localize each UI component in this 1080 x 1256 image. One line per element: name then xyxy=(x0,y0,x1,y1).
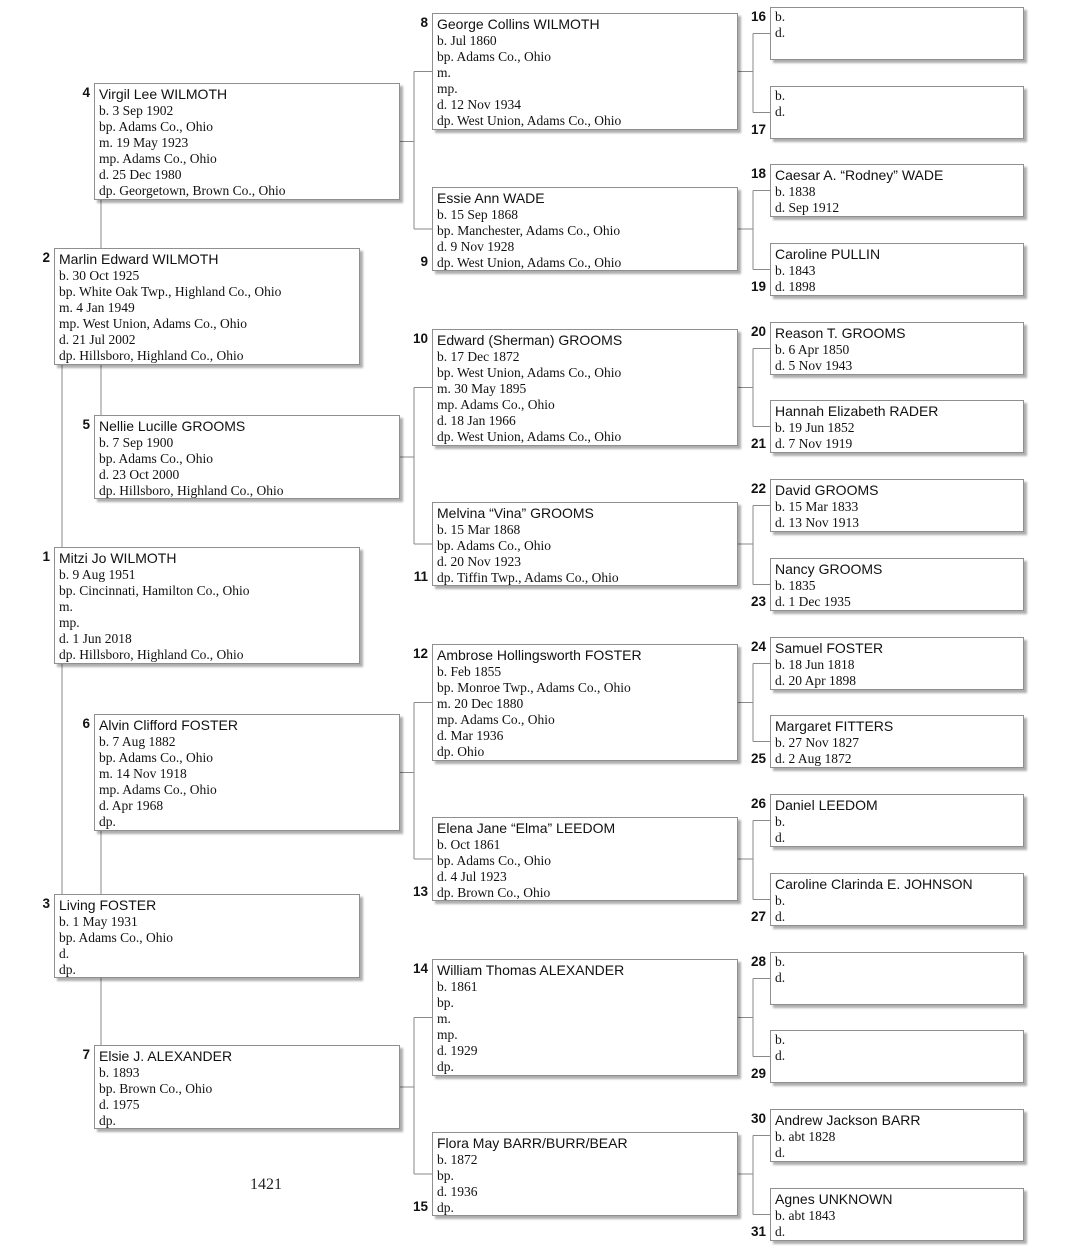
person-name: Reason T. GROOMS xyxy=(775,325,906,341)
person-box-26 xyxy=(770,794,1024,847)
person-number-26: 26 xyxy=(750,796,766,811)
person-detail-line: m. 4 Jan 1949 xyxy=(59,300,135,315)
person-detail-line: bp. xyxy=(437,1168,454,1183)
person-name: William Thomas ALEXANDER xyxy=(437,962,625,978)
person-detail-line: d. xyxy=(775,1224,786,1239)
person-detail-line: d. 20 Nov 1923 xyxy=(437,554,521,569)
person-detail-line: b. Feb 1855 xyxy=(437,664,502,679)
person-number-31: 31 xyxy=(750,1224,766,1239)
person-detail-line: mp. xyxy=(59,615,80,630)
person-detail-line: dp. Hillsboro, Highland Co., Ohio xyxy=(59,348,244,363)
person-detail-line: d. 1975 xyxy=(99,1097,140,1112)
person-detail-line: d. xyxy=(775,909,786,924)
person-detail-line: bp. Monroe Twp., Adams Co., Ohio xyxy=(437,680,631,695)
person-detail-line: b. 1835 xyxy=(775,578,816,593)
person-detail-line: d. xyxy=(775,1048,786,1063)
person-box-25 xyxy=(770,715,1024,768)
person-box-17 xyxy=(770,86,1024,139)
person-box-21 xyxy=(770,400,1024,453)
person-box-5 xyxy=(94,415,400,499)
person-detail-line: b. abt 1828 xyxy=(775,1129,836,1144)
person-box-9 xyxy=(432,187,738,271)
person-name: Nellie Lucille GROOMS xyxy=(99,418,246,434)
person-detail-line: bp. White Oak Twp., Highland Co., Ohio xyxy=(59,284,282,299)
person-detail-line: mp. Adams Co., Ohio xyxy=(437,712,555,727)
person-detail-line: m. 30 May 1895 xyxy=(437,381,527,396)
person-detail-line: m. xyxy=(59,599,73,614)
person-detail-line: b. 15 Mar 1833 xyxy=(775,499,859,514)
person-detail-line: bp. West Union, Adams Co., Ohio xyxy=(437,365,622,380)
person-detail-line: dp. West Union, Adams Co., Ohio xyxy=(437,429,622,444)
person-detail-line: b. 1 May 1931 xyxy=(59,914,138,929)
person-name: Elsie J. ALEXANDER xyxy=(99,1048,233,1064)
person-detail-line: b. abt 1843 xyxy=(775,1208,836,1223)
person-number-3: 3 xyxy=(42,896,50,911)
person-box-15 xyxy=(432,1132,738,1216)
person-detail-line: b. 7 Sep 1900 xyxy=(99,435,174,450)
person-number-14: 14 xyxy=(412,961,428,976)
person-box-7 xyxy=(94,1045,400,1129)
person-detail-line: bp. Adams Co., Ohio xyxy=(99,451,214,466)
person-detail-line: dp. Hillsboro, Highland Co., Ohio xyxy=(99,483,284,498)
person-detail-line: b. 7 Aug 1882 xyxy=(99,734,176,749)
person-number-27: 27 xyxy=(750,909,766,924)
person-number-8: 8 xyxy=(420,15,428,30)
person-detail-line: bp. Adams Co., Ohio xyxy=(437,49,552,64)
person-detail-line: dp. xyxy=(99,1113,116,1128)
person-name: Essie Ann WADE xyxy=(437,190,545,206)
person-name: Caroline PULLIN xyxy=(775,246,881,262)
person-detail-line: d. 12 Nov 1934 xyxy=(437,97,521,112)
person-detail-line: d. 25 Dec 1980 xyxy=(99,167,182,182)
person-detail-line: b. xyxy=(775,1032,786,1047)
person-detail-line: d. 1 Jun 2018 xyxy=(59,631,132,646)
person-name: Caroline Clarinda E. JOHNSON xyxy=(775,876,973,892)
person-number-28: 28 xyxy=(750,954,766,969)
person-detail-line: b. 17 Dec 1872 xyxy=(437,349,520,364)
person-box-3 xyxy=(54,894,360,978)
person-detail-line: b. 1893 xyxy=(99,1065,140,1080)
person-number-13: 13 xyxy=(412,884,428,899)
person-number-22: 22 xyxy=(750,481,766,496)
person-number-4: 4 xyxy=(82,85,90,100)
person-name: Ambrose Hollingsworth FOSTER xyxy=(437,647,642,663)
person-detail-line: bp. Cincinnati, Hamilton Co., Ohio xyxy=(59,583,250,598)
person-detail-line: dp. xyxy=(437,1059,454,1074)
person-name: Living FOSTER xyxy=(59,897,157,913)
person-detail-line: m. 14 Nov 1918 xyxy=(99,766,187,781)
person-detail-line: d. Mar 1936 xyxy=(437,728,504,743)
person-box-2 xyxy=(54,248,360,365)
person-name: Edward (Sherman) GROOMS xyxy=(437,332,623,348)
person-number-5: 5 xyxy=(82,417,90,432)
person-name: Melvina “Vina” GROOMS xyxy=(437,505,594,521)
person-box-8 xyxy=(432,13,738,130)
person-detail-line: b. xyxy=(775,893,786,908)
person-number-25: 25 xyxy=(750,751,766,766)
person-name: Andrew Jackson BARR xyxy=(775,1112,921,1128)
person-box-27 xyxy=(770,873,1024,926)
person-detail-line: b. 9 Aug 1951 xyxy=(59,567,136,582)
person-detail-line: bp. Adams Co., Ohio xyxy=(59,930,174,945)
person-detail-line: d. 1 Dec 1935 xyxy=(775,594,851,609)
person-number-2: 2 xyxy=(42,250,50,265)
page-number: 1421 xyxy=(250,1176,282,1193)
person-detail-line: b. xyxy=(775,9,786,24)
person-name: Flora May BARR/BURR/BEAR xyxy=(437,1135,628,1151)
person-box-10 xyxy=(432,329,738,446)
person-detail-line: d. xyxy=(775,104,786,119)
person-detail-line: d. 21 Jul 2002 xyxy=(59,332,136,347)
person-detail-line: b. 19 Jun 1852 xyxy=(775,420,855,435)
person-box-6 xyxy=(94,714,400,831)
person-detail-line: d. 4 Jul 1923 xyxy=(437,869,507,884)
person-number-20: 20 xyxy=(750,324,766,339)
person-detail-line: d. xyxy=(775,830,786,845)
person-detail-line: d. 23 Oct 2000 xyxy=(99,467,180,482)
person-detail-line: bp. Brown Co., Ohio xyxy=(99,1081,213,1096)
person-detail-line: mp. Adams Co., Ohio xyxy=(99,151,217,166)
person-detail-line: dp. West Union, Adams Co., Ohio xyxy=(437,113,622,128)
person-detail-line: b. 15 Mar 1868 xyxy=(437,522,521,537)
person-number-21: 21 xyxy=(750,436,766,451)
person-detail-line: d. xyxy=(775,25,786,40)
person-detail-line: bp. Adams Co., Ohio xyxy=(99,119,214,134)
person-detail-line: dp. Ohio xyxy=(437,744,485,759)
person-name: Margaret FITTERS xyxy=(775,718,894,734)
person-detail-line: b. xyxy=(775,814,786,829)
person-detail-line: dp. Hillsboro, Highland Co., Ohio xyxy=(59,647,244,662)
person-number-29: 29 xyxy=(750,1066,766,1081)
person-number-1: 1 xyxy=(42,549,50,564)
person-detail-line: dp. xyxy=(99,814,116,829)
person-detail-line: d. xyxy=(775,970,786,985)
person-number-30: 30 xyxy=(750,1111,766,1126)
person-detail-line: b. Jul 1860 xyxy=(437,33,497,48)
person-detail-line: b. 15 Sep 1868 xyxy=(437,207,518,222)
person-box-31 xyxy=(770,1188,1024,1241)
person-detail-line: dp. xyxy=(437,1200,454,1215)
person-detail-line: dp. West Union, Adams Co., Ohio xyxy=(437,255,622,270)
person-box-23 xyxy=(770,558,1024,611)
person-box-20 xyxy=(770,322,1024,375)
person-number-10: 10 xyxy=(412,331,428,346)
person-number-19: 19 xyxy=(750,279,766,294)
person-number-15: 15 xyxy=(412,1199,428,1214)
person-detail-line: mp. Adams Co., Ohio xyxy=(437,397,555,412)
person-detail-line: d. 7 Nov 1919 xyxy=(775,436,853,451)
person-number-7: 7 xyxy=(82,1047,90,1062)
person-name: David GROOMS xyxy=(775,482,879,498)
person-detail-line: m. 19 May 1923 xyxy=(99,135,189,150)
person-number-16: 16 xyxy=(750,9,766,24)
person-box-13 xyxy=(432,817,738,901)
person-detail-line: b. 6 Apr 1850 xyxy=(775,342,850,357)
person-detail-line: d. 18 Jan 1966 xyxy=(437,413,516,428)
person-box-24 xyxy=(770,637,1024,690)
person-name: Virgil Lee WILMOTH xyxy=(99,86,228,102)
person-box-29 xyxy=(770,1030,1024,1083)
person-name: Caesar A. “Rodney” WADE xyxy=(775,167,944,183)
person-box-1 xyxy=(54,547,360,664)
person-detail-line: b. 1838 xyxy=(775,184,816,199)
person-detail-line: dp. Georgetown, Brown Co., Ohio xyxy=(99,183,286,198)
person-detail-line: m. 20 Dec 1880 xyxy=(437,696,524,711)
person-detail-line: d. 1898 xyxy=(775,279,816,294)
person-detail-line: dp. xyxy=(59,962,76,977)
person-box-11 xyxy=(432,502,738,586)
person-detail-line: b. xyxy=(775,88,786,103)
person-detail-line: b. xyxy=(775,954,786,969)
person-detail-line: d. Sep 1912 xyxy=(775,200,840,215)
person-box-16 xyxy=(770,7,1024,60)
person-detail-line: b. 1872 xyxy=(437,1152,478,1167)
person-detail-line: d. 13 Nov 1913 xyxy=(775,515,859,530)
person-box-28 xyxy=(770,952,1024,1005)
person-detail-line: bp. xyxy=(437,995,454,1010)
person-detail-line: bp. Adams Co., Ohio xyxy=(437,853,552,868)
person-detail-line: b. 30 Oct 1925 xyxy=(59,268,140,283)
person-number-6: 6 xyxy=(82,716,90,731)
person-number-11: 11 xyxy=(413,569,428,584)
person-detail-line: b. 27 Nov 1827 xyxy=(775,735,859,750)
person-detail-line: b. 1861 xyxy=(437,979,478,994)
person-box-22 xyxy=(770,479,1024,532)
person-detail-line: mp. xyxy=(437,81,458,96)
person-detail-line: d. 5 Nov 1943 xyxy=(775,358,853,373)
person-name: Hannah Elizabeth RADER xyxy=(775,403,939,419)
person-name: Alvin Clifford FOSTER xyxy=(99,717,238,733)
person-box-14 xyxy=(432,959,738,1076)
person-detail-line: m. xyxy=(437,65,451,80)
person-detail-line: bp. Adams Co., Ohio xyxy=(99,750,214,765)
person-detail-line: mp. xyxy=(437,1027,458,1042)
person-name: Agnes UNKNOWN xyxy=(775,1191,893,1207)
person-detail-line: b. Oct 1861 xyxy=(437,837,501,852)
person-box-30 xyxy=(770,1109,1024,1162)
person-number-23: 23 xyxy=(750,594,766,609)
person-detail-line: d. 1936 xyxy=(437,1184,478,1199)
person-detail-line: bp. Manchester, Adams Co., Ohio xyxy=(437,223,621,238)
person-detail-line: b. 18 Jun 1818 xyxy=(775,657,855,672)
person-detail-line: b. 3 Sep 1902 xyxy=(99,103,174,118)
person-detail-line: d. 9 Nov 1928 xyxy=(437,239,515,254)
person-number-17: 17 xyxy=(750,122,766,137)
person-detail-line: dp. Tiffin Twp., Adams Co., Ohio xyxy=(437,570,619,585)
person-detail-line: d. Apr 1968 xyxy=(99,798,164,813)
person-name: Elena Jane “Elma” LEEDOM xyxy=(437,820,616,836)
person-number-18: 18 xyxy=(750,166,766,181)
person-detail-line: d. 1929 xyxy=(437,1043,478,1058)
person-number-12: 12 xyxy=(412,646,428,661)
person-name: Marlin Edward WILMOTH xyxy=(59,251,219,267)
person-detail-line: mp. Adams Co., Ohio xyxy=(99,782,217,797)
person-box-18 xyxy=(770,164,1024,217)
person-number-24: 24 xyxy=(750,639,766,654)
person-detail-line: d. 20 Apr 1898 xyxy=(775,673,856,688)
person-name: Daniel LEEDOM xyxy=(775,797,878,813)
person-box-4 xyxy=(94,83,400,200)
person-name: George Collins WILMOTH xyxy=(437,16,600,32)
person-box-12 xyxy=(432,644,738,761)
person-detail-line: b. 1843 xyxy=(775,263,816,278)
person-detail-line: dp. Brown Co., Ohio xyxy=(437,885,551,900)
person-detail-line: d. xyxy=(775,1145,786,1160)
person-detail-line: mp. West Union, Adams Co., Ohio xyxy=(59,316,248,331)
person-name: Mitzi Jo WILMOTH xyxy=(59,550,177,566)
person-name: Samuel FOSTER xyxy=(775,640,884,656)
person-number-9: 9 xyxy=(420,254,428,269)
person-detail-line: d. 2 Aug 1872 xyxy=(775,751,852,766)
person-detail-line: m. xyxy=(437,1011,451,1026)
person-detail-line: d. xyxy=(59,946,70,961)
person-detail-line: bp. Adams Co., Ohio xyxy=(437,538,552,553)
person-name: Nancy GROOMS xyxy=(775,561,883,577)
person-box-19 xyxy=(770,243,1024,296)
